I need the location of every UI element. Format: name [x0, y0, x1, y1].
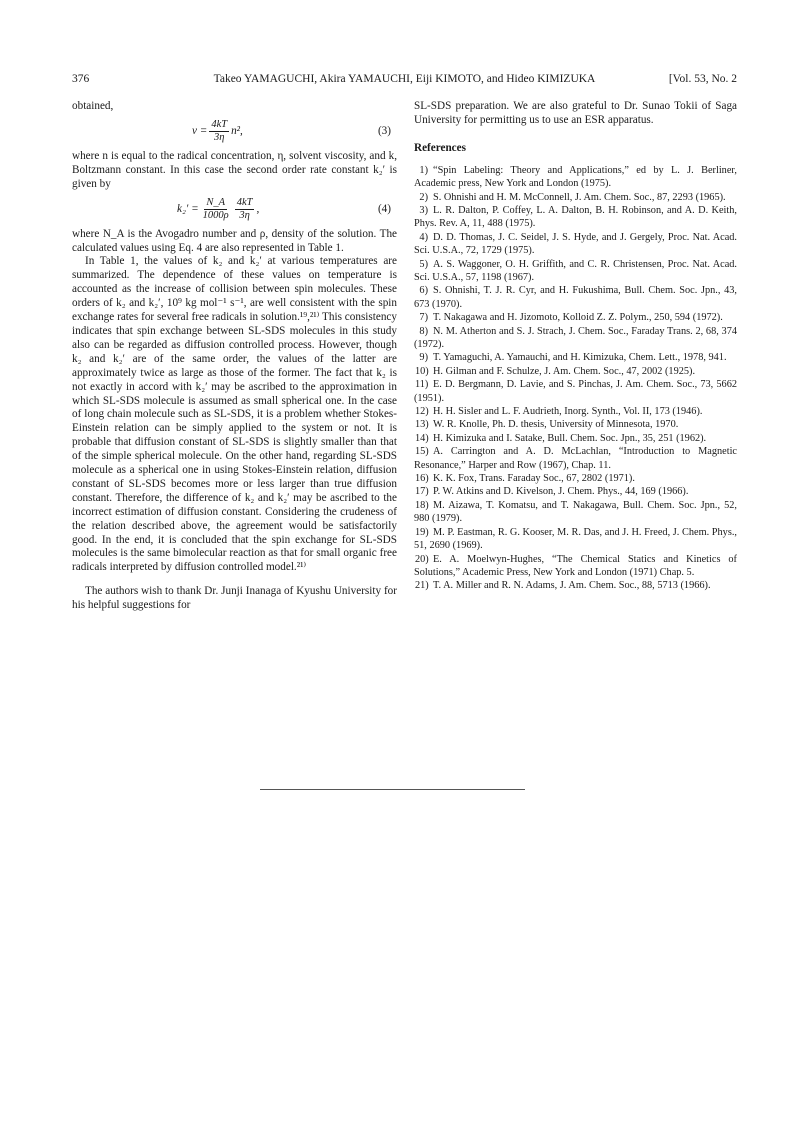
left-column: [72, 100, 397, 613]
reference-text: D. D. Thomas, J. C. Seidel, J. S. Hyde, and J. Gergely, Proc. Nat. Acad. Sci. U.S.A., 72, 1729 (1975).: [414, 231, 737, 257]
eq3-rhs: n²,: [231, 124, 243, 137]
reference-item: [414, 499, 737, 526]
eq3-lhs: ν =: [192, 124, 208, 137]
reference-number: 12): [415, 406, 429, 418]
reference-number: 11): [415, 379, 429, 391]
reference-text: A. S. Waggoner, O. H. Griffith, and C. R. Christensen, Proc. Nat. Acad. Sci. U.S.A., 57, 1198 (1967).: [414, 258, 737, 283]
reference-item: [414, 325, 737, 352]
reference-number: 7): [419, 312, 428, 324]
acknowledgment-paragraph: The authors wish to thank Dr. Junji Inanaga of Kyushu University for his helpful suggestions for: [72, 585, 397, 612]
paragraph-obtained: obtained,: [72, 100, 114, 112]
reference-text: E. D. Bergmann, D. Lavie, and S. Pinchas, J. Am. Chem. Soc., 73, 5662 (1951).: [414, 379, 737, 404]
reference-number: 16): [415, 473, 429, 485]
eq3-numerator: 4kT: [211, 119, 228, 131]
acknowledgment-continuation: SL-SDS preparation. We are also grateful to Dr. Sunao Tokii of Saga University for permitting us to use an ESR apparatus.: [414, 100, 737, 126]
reference-item: [414, 405, 737, 418]
reference-number: 17): [415, 486, 429, 498]
reference-text: S. Ohnishi and H. M. McConnell, J. Am. Chem. Soc., 87, 2293 (1965).: [433, 191, 726, 203]
paragraph-1: where n is equal to the radical concentration, η, solvent viscosity, and k, Boltzmann constant. In this case the second order rate constant k₂′ is given by: [72, 149, 397, 190]
reference-item: [414, 418, 737, 431]
reference-text: T. A. Miller and R. N. Adams, J. Am. Chem. Soc., 88, 5713 (1966).: [433, 580, 711, 592]
reference-text: H. H. Sisler and L. F. Audrieth, Inorg. Synth., Vol. II, 173 (1946).: [433, 406, 703, 418]
reference-number: 2): [419, 191, 428, 203]
header-authors: Takeo YAMAGUCHI, Akira YAMAUCHI, Eiji KIMOTO, and Hideo KIMIZUKA: [213, 73, 596, 85]
eq4-number: (4): [377, 202, 391, 215]
reference-text: A. Carrington and A. D. McLachlan, “Introduction to Magnetic Resonance,” Harper and Row (1967), Chap. 11.: [414, 446, 737, 471]
reference-text: K. K. Fox, Trans. Faraday Soc., 67, 2802 (1971).: [433, 473, 635, 485]
reference-number: 19): [415, 526, 429, 538]
reference-item: [414, 204, 737, 231]
reference-text: “Spin Labeling: Theory and Applications,” ed by L. J. Berliner, Academic press, New York and London (1975).: [414, 164, 737, 190]
reference-item: [414, 365, 737, 378]
reference-text: L. R. Dalton, P. Coffey, L. A. Dalton, B. H. Robinson, and A. D. Keith, Phys. Rev. A, 11, 488 (1975).: [414, 204, 737, 230]
reference-item: [414, 351, 737, 364]
references-heading: References: [414, 141, 466, 154]
reference-number: 20): [415, 553, 429, 565]
reference-item: [414, 485, 737, 498]
equation-4: [72, 195, 397, 225]
reference-item: [414, 526, 737, 553]
reference-item: [414, 191, 737, 204]
reference-number: 21): [415, 580, 429, 592]
eq4-tail: ,: [256, 202, 260, 215]
eq4-numerator-1: N_A: [206, 197, 226, 209]
reference-item: [414, 445, 737, 472]
reference-item: [414, 553, 737, 580]
reference-number: 5): [419, 258, 428, 270]
reference-number: 18): [415, 499, 429, 511]
eq4-fraction-1: [201, 197, 231, 222]
reference-text: S. Ohnishi, T. J. R. Cyr, and H. Fukushima, Bull. Chem. Soc. Jpn., 43, 673 (1970).: [414, 285, 737, 310]
paragraph-2: where N_A is the Avogadro number and ρ, density of the solution. The calculated values using Eq. 4 are also represented in Table 1.: [72, 227, 397, 254]
reference-item: [414, 579, 737, 592]
reference-number: 8): [419, 325, 428, 337]
eq3-number: (3): [377, 124, 391, 137]
end-rule: [260, 789, 525, 790]
page-number: 376: [72, 73, 90, 85]
eq4-denominator-1: 1000ρ: [202, 210, 229, 222]
reference-number: 9): [419, 352, 428, 364]
reference-item: [414, 284, 737, 311]
reference-number: 4): [419, 231, 428, 243]
reference-text: H. Gilman and F. Schulze, J. Am. Chem. Soc., 47, 2002 (1925).: [433, 365, 696, 377]
reference-item: [414, 258, 737, 285]
running-header: [72, 73, 737, 89]
reference-text: W. R. Knolle, Ph. D. thesis, University of Minnesota, 1970.: [433, 419, 679, 431]
reference-text: M. P. Eastman, R. G. Kooser, M. R. Das, and J. H. Freed, J. Chem. Phys., 51, 2690 (1969).: [414, 526, 737, 552]
eq4-lhs: k₂′ =: [177, 202, 199, 215]
reference-item: [414, 432, 737, 445]
reference-list: [414, 164, 737, 593]
equation-3: [72, 117, 397, 147]
eq4-denominator-2: 3η: [239, 210, 250, 222]
reference-text: H. Kimizuka and I. Satake, Bull. Chem. Soc. Jpn., 35, 251 (1962).: [433, 432, 707, 444]
reference-item: [414, 472, 737, 485]
reference-number: 14): [415, 432, 429, 444]
reference-number: 3): [419, 204, 428, 216]
reference-text: P. W. Atkins and D. Kivelson, J. Chem. Phys., 44, 169 (1966).: [433, 486, 689, 498]
paragraph-3: In Table 1, the values of k₂ and k₂′ at various temperatures are summarized. The dependence of these values on temperature is accounted as the increase of collision between spin molecules. These orders of k₂ and k₂′, 10⁹ kg mol⁻¹ s⁻¹, are well consistent with the spin exchange rates for several free radicals in solution.¹⁹,²¹⁾ This consistency indicates that spin exchange between SL-SDS molecules in this study also can be regarded as diffusion controlled process. However, though k₂ and k₂′ are of the same order, the values of the latter are approximately twice as large as those of the former. The fact that k₂ is not exactly in accord with k₂′ may be ascribed to the approximation in which SL-SDS molecule is assumed as small spherical one. In the case of long chain molecule such as SL-SDS, it is a problem whether Stokes-Einstein relation can be simply applied to the system or not. It is probable that diffusion constant of SL-SDS is slightly smaller than that of the simple spherical molecule. On the other hand, regarding SL-SDS molecule as a spherical one in using Stokes-Einstein relation, diffusion constant of SL-SDS becomes more or less larger than true diffusion constant. Therefore, the difference of k₂ and k₂′ may be ascribed to the incorrect estimation of diffusion constant. Considering the crudeness of the relation described above, the agreement would be satisfactorily good. In the end, it is concluded that the spin exchange for SL-SDS molecules is the same bimolecular reaction as that for small organic free radicals interpreted by diffusion controlled model.²¹⁾: [72, 255, 397, 574]
reference-item: [414, 378, 737, 405]
eq4-numerator-2: 4kT: [236, 197, 253, 209]
reference-text: N. M. Atherton and S. J. Strach, J. Chem. Soc., Faraday Trans. 2, 68, 374 (1972).: [414, 325, 737, 350]
reference-text: T. Yamaguchi, A. Yamauchi, and H. Kimizuka, Chem. Lett., 1978, 941.: [433, 352, 727, 364]
reference-item: [414, 311, 737, 324]
volume-info: [Vol. 53, No. 2: [668, 73, 737, 85]
eq4-fraction-2: [235, 197, 255, 222]
eq3-fraction: [209, 119, 229, 144]
right-column: [414, 100, 737, 593]
reference-item: [414, 164, 737, 191]
reference-text: T. Nakagawa and H. Jizomoto, Kolloid Z. Z. Polym., 250, 594 (1972).: [433, 312, 723, 324]
reference-text: M. Aizawa, T. Komatsu, and T. Nakagawa, Bull. Chem. Soc. Jpn., 52, 980 (1979).: [414, 499, 737, 525]
reference-number: 1): [419, 164, 428, 176]
reference-number: 15): [415, 446, 429, 458]
reference-number: 6): [419, 285, 428, 297]
eq3-denominator: 3η: [213, 132, 225, 144]
reference-item: [414, 231, 737, 258]
reference-text: E. A. Moelwyn-Hughes, “The Chemical Statics and Kinetics of Solutions,” Academic Press, New York and London (1971) Chap. 5.: [414, 553, 737, 578]
reference-number: 10): [415, 365, 429, 377]
reference-number: 13): [415, 419, 429, 431]
